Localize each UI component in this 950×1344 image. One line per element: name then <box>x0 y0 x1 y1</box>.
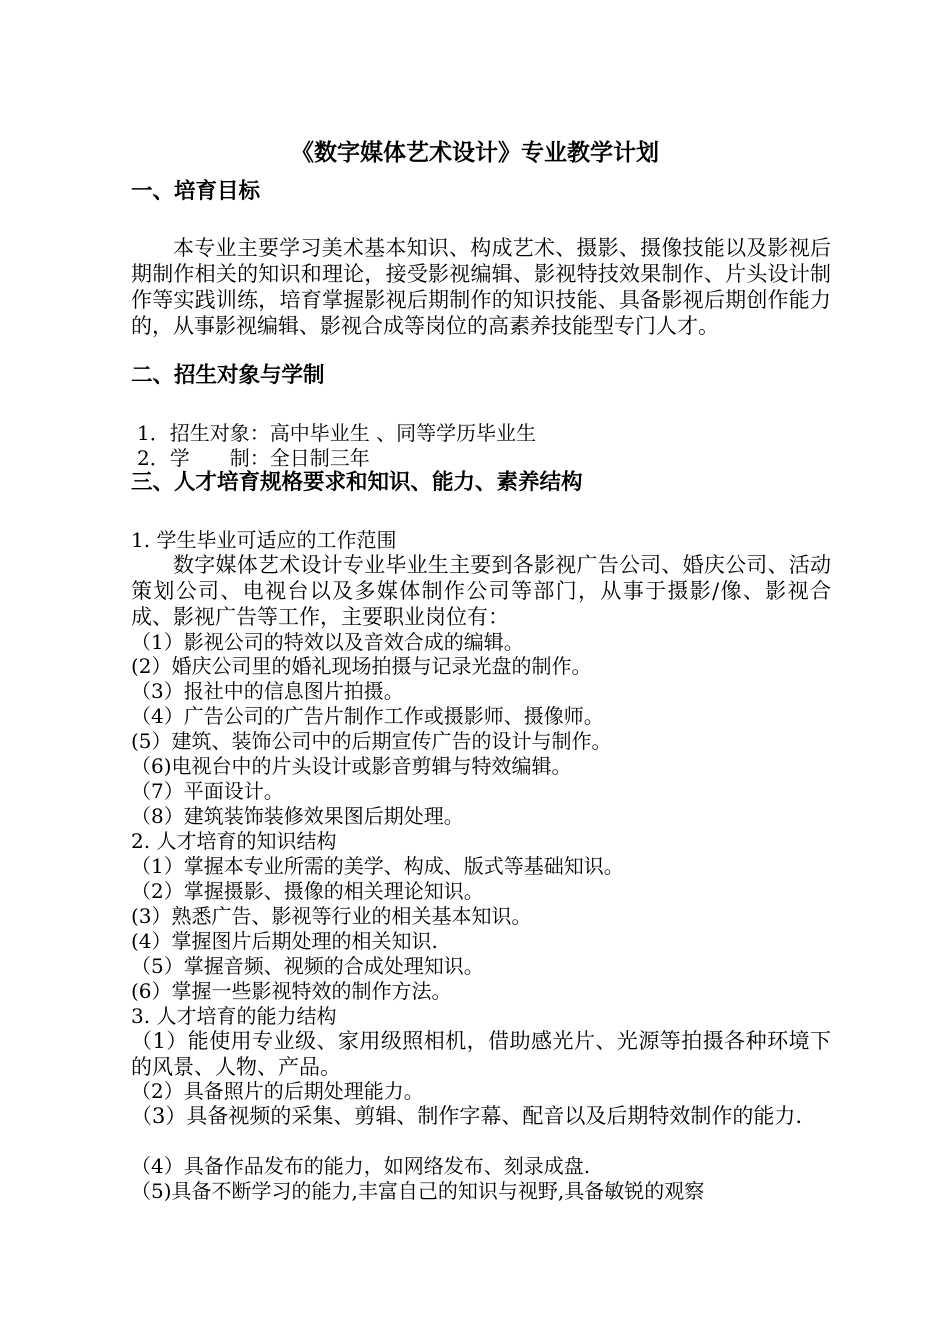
work-scope-item: （6)电视台中的片头设计或影音剪辑与特效编辑。 <box>131 754 572 778</box>
document-title: 《数字媒体艺术设计》专业教学计划 <box>291 140 659 166</box>
enrollment-item: 2．学 制：全日制三年 <box>137 446 370 470</box>
work-scope-item: （3）报社中的信息图片拍摄。 <box>131 679 404 703</box>
subsection-title-work-scope: 1. 学生毕业可适应的工作范围 <box>131 528 397 552</box>
training-goal-paragraph: 本专业主要学习美术基本知识、构成艺术、摄影、摄像技能以及影视后期制作相关的知识和理论，接受影视编辑、影视特技效果制作、片头设计制作等实践训练，培育掌握影视后期制作的知识技能、具备影视后期创作能力的，从事影视编辑、影视合成等岗位的高素养技能型专门人才。 <box>131 236 831 338</box>
knowledge-item: （1）掌握本专业所需的美学、构成、版式等基础知识。 <box>131 854 624 878</box>
ability-item: （1）能使用专业级、家用级照相机，借助感光片、光源等拍摄各种环境下的风景、人物、产品。 <box>131 1029 831 1079</box>
section-heading-enrollment: 二、招生对象与学制 <box>131 363 325 388</box>
work-scope-item: (2）婚庆公司里的婚礼现场拍摄与记录光盘的制作。 <box>131 654 592 678</box>
work-scope-paragraph: 数字媒体艺术设计专业毕业生主要到各影视广告公司、婚庆公司、活动策划公司、电视台以及多媒体制作公司等部门，从事于摄影/像、影视合成、影视广告等工作，主要职业岗位有： <box>131 553 831 629</box>
work-scope-item: （7）平面设计。 <box>131 779 284 803</box>
knowledge-item: (3）熟悉广告、影视等行业的相关基本知识。 <box>131 904 532 928</box>
ability-item: （4）具备作品发布的能力，如网络发布、刻录成盘. <box>131 1154 591 1178</box>
knowledge-item: （5）掌握音频、视频的合成处理知识。 <box>131 954 484 978</box>
subsection-title-ability: 3. 人才培育的能力结构 <box>131 1004 337 1028</box>
work-scope-item: （1）影视公司的特效以及音效合成的编辑。 <box>131 630 524 654</box>
ability-item: （5)具备不断学习的能力,丰富自己的知识与视野,具备敏锐的观察 <box>131 1179 705 1203</box>
section-heading-training-goal: 一、培育目标 <box>131 179 261 204</box>
knowledge-item: (6）掌握一些影视特效的制作方法。 <box>131 979 452 1003</box>
ability-item: （3）具备视频的采集、剪辑、制作字幕、配音以及后期特效制作的能力. <box>131 1104 803 1128</box>
knowledge-item: (4）掌握图片后期处理的相关知识. <box>131 929 438 953</box>
ability-item: （2）具备照片的后期处理能力。 <box>131 1079 424 1103</box>
knowledge-item: （2）掌握摄影、摄像的相关理论知识。 <box>131 879 484 903</box>
enrollment-item: 1．招生对象：高中毕业生 、同等学历毕业生 <box>137 421 537 445</box>
section-heading-talent-structure: 三、人才培育规格要求和知识、能力、素养结构 <box>131 470 583 495</box>
work-scope-item: （4）广告公司的广告片制作工作或摄影师、摄像师。 <box>131 704 604 728</box>
work-scope-item: (5）建筑、装饰公司中的后期宣传广告的设计与制作。 <box>131 729 612 753</box>
work-scope-item: （8）建筑装饰装修效果图后期处理。 <box>131 804 464 828</box>
subsection-title-knowledge: 2. 人才培育的知识结构 <box>131 829 337 853</box>
